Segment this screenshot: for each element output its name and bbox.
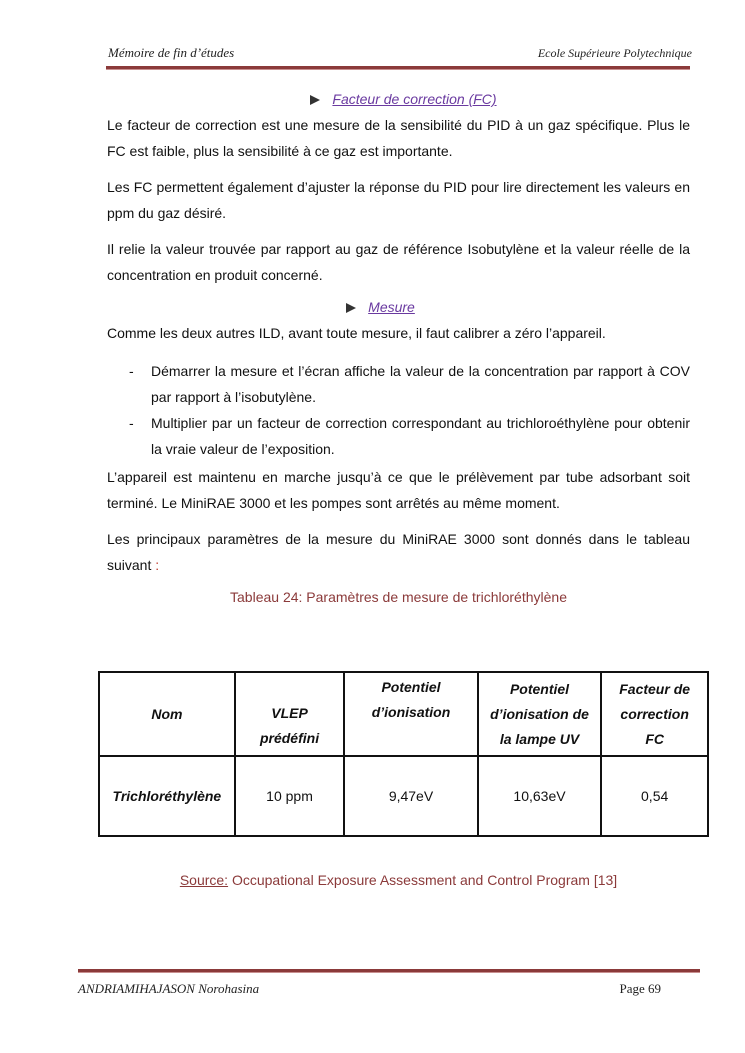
header-text: correction — [620, 705, 689, 722]
header-rule — [106, 66, 690, 69]
bullet-arrow-icon — [310, 95, 320, 105]
footer-author: ANDRIAMIHAJASON Norohasina — [78, 981, 260, 996]
cell-nom: Trichloréthylène — [99, 756, 235, 836]
header-facteur-correction — [601, 672, 708, 756]
header-text: d’ionisation de — [490, 705, 589, 722]
header-text: d’ionisation — [371, 704, 451, 720]
paragraph-text: Les principaux paramètres de la mesure du MiniRAE 3000 sont donnés dans le tableau suivant — [107, 531, 690, 573]
cell-vlep: 10 ppm — [235, 756, 345, 836]
header-text: Nom — [151, 705, 183, 722]
header-text: Potentiel — [509, 680, 570, 697]
header-title-left: Mémoire de fin d’études — [108, 45, 235, 60]
header-text: prédéfini — [259, 730, 320, 746]
header-vlep — [235, 672, 345, 756]
footer-rule — [78, 969, 700, 972]
header-title-right: Ecole Supérieure Polytechnique — [537, 46, 692, 60]
paragraph — [107, 526, 690, 578]
source-text: Occupational Exposure Assessment and Control Program [13] — [228, 872, 618, 888]
table-row — [99, 756, 708, 836]
paragraph: Le facteur de correction est une mesure de la sensibilité du PID à un gaz spécifique. Plus le FC est faible, plus la sensibilité à ce gaz est importante. — [107, 117, 690, 159]
section-heading-fc-text: Facteur de correction (FC) — [332, 91, 497, 107]
header-nom — [99, 672, 235, 756]
list-item: - Multiplier par un facteur de correction correspondant au trichloroéthylène pour obtenir la vraie valeur de l’exposition. — [151, 410, 690, 462]
section-heading-mesure-text: Mesure — [368, 299, 415, 315]
header-text: Facteur de — [619, 680, 691, 697]
cell-potentiel-ionisation: 9,47eV — [344, 756, 477, 836]
paragraph: Il relie la valeur trouvée par rapport au gaz de référence Isobutylène et la valeur réelle de la concentration en produit concerné. — [107, 241, 690, 283]
paragraph: Les FC permettent également d’ajuster la réponse du PID pour lire directement les valeurs en ppm du gaz désiré. — [107, 179, 690, 221]
header-text: la lampe UV — [499, 730, 580, 747]
footer-page-number: Page 69 — [619, 981, 661, 996]
dash-list — [107, 358, 690, 462]
paragraph: Comme les deux autres ILD, avant toute mesure, il faut calibrer a zéro l’appareil. — [107, 325, 606, 341]
list-item: - Démarrer la mesure et l’écran affiche la valeur de la concentration par rapport à COV par rapport à l’isobutylène. — [151, 358, 690, 410]
header-text: Potentiel — [381, 679, 441, 695]
bullet-arrow-icon — [346, 303, 356, 313]
table-header-row — [99, 672, 708, 756]
section-heading-fc — [107, 86, 690, 112]
table-source — [0, 872, 745, 888]
section-heading-mesure — [71, 294, 690, 320]
cell-potentiel-lampe-uv: 10,63eV — [478, 756, 602, 836]
paragraph-colon: : — [151, 557, 160, 573]
paragraph: L’appareil est maintenu en marche jusqu’à ce que le prélèvement par tube adsorbant soit terminé. Le MiniRAE 3000 et les pompes sont arrêtés au même moment. — [107, 469, 690, 511]
header-text: FC — [645, 730, 664, 747]
cell-facteur-correction: 0,54 — [601, 756, 708, 836]
source-label: Source: — [179, 872, 229, 888]
header-potentiel-lampe-uv — [478, 672, 602, 756]
header-text: VLEP — [271, 705, 308, 721]
header-potentiel-ionisation — [344, 672, 477, 756]
table-caption: Tableau 24: Paramètres de mesure de trichloréthylène — [230, 589, 567, 605]
page-content — [107, 86, 690, 610]
parameters-table — [98, 671, 709, 837]
